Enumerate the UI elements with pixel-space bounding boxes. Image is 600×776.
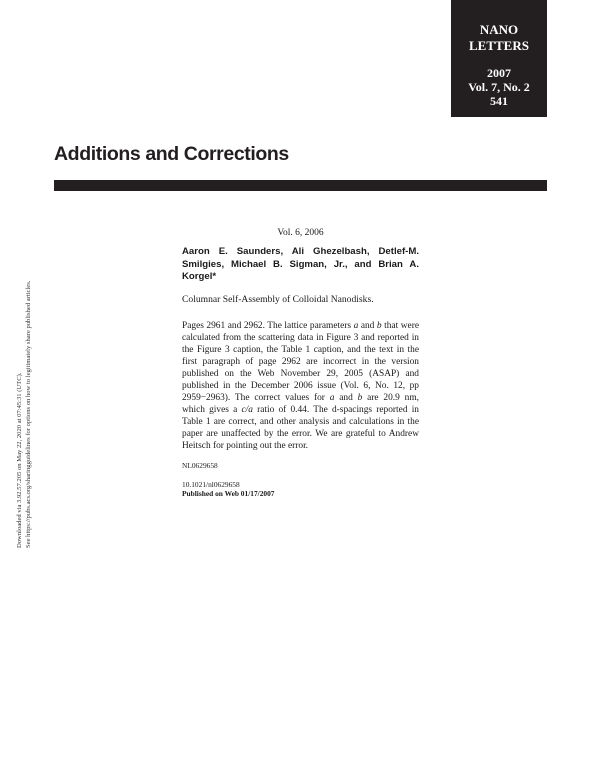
ratio-variable: c/a <box>241 405 253 416</box>
volume-line: Vol. 6, 2006 <box>277 228 324 238</box>
publication-date: Published on Web 01/17/2007 <box>182 488 275 498</box>
doi: 10.1021/nl0629658 <box>182 479 240 489</box>
article-title: Columnar Self-Assembly of Colloidal Nanodisks. <box>182 293 374 305</box>
variable-a: a <box>353 320 359 331</box>
journal-name-line2: LETTERS <box>469 38 529 53</box>
body-segment: Pages 2961 and 2962. The lattice parameters <box>182 320 354 331</box>
download-notice <box>15 281 33 548</box>
body-segment: are 20.9 nm, which gives a <box>182 393 419 416</box>
download-notice-line2: See https://pubs.acs.org/sharingguidelines for options on how to legitimately share published articles. <box>25 280 32 548</box>
variable-b: b <box>376 320 382 331</box>
body-segment: ratio of 0.44. The d-spacings reported in Table 1 are correct, and other analysis and calculations in the paper are unaffected by the error. We are grateful to Andrew Heitsch for pointing out the error. <box>182 405 419 452</box>
journal-badge <box>451 0 547 117</box>
journal-page-number: 541 <box>490 94 508 108</box>
section-divider <box>54 180 547 191</box>
journal-name <box>451 22 547 54</box>
author-list: Aaron E. Saunders, Ali Ghezelbash, Detlef-M. Smilgies, Michael B. Sigman, Jr., and Brian A. Korgel* <box>182 246 419 282</box>
correction-article <box>182 228 419 498</box>
variable-b: b <box>357 393 363 404</box>
body-segment: and <box>358 320 377 331</box>
correction-text <box>182 320 419 453</box>
variable-a: a <box>329 393 335 404</box>
body-segment: and <box>334 393 358 404</box>
body-segment: that were calculated from the scattering data in Figure 3 and reported in the Figure 3 caption, the Table 1 caption, and the text in the first paragraph of page 2962 are incorrect in the version published on the Web November 29, 2005 (ASAP) and published in the December 2006 issue (Vol. 6, No. 12, pp 2959−2963). The correct values for <box>182 320 419 404</box>
download-notice-line1: Downloaded via 3.92.57.205 on May 22, 2020 at 07:45:31 (UTC). <box>16 372 23 548</box>
journal-year: 2007 <box>487 66 511 80</box>
journal-volume-issue: Vol. 7, No. 2 <box>468 80 530 94</box>
journal-name-line1: NANO <box>479 22 519 37</box>
manuscript-id: NL0629658 <box>182 460 218 470</box>
section-title: Additions and Corrections <box>54 143 289 165</box>
